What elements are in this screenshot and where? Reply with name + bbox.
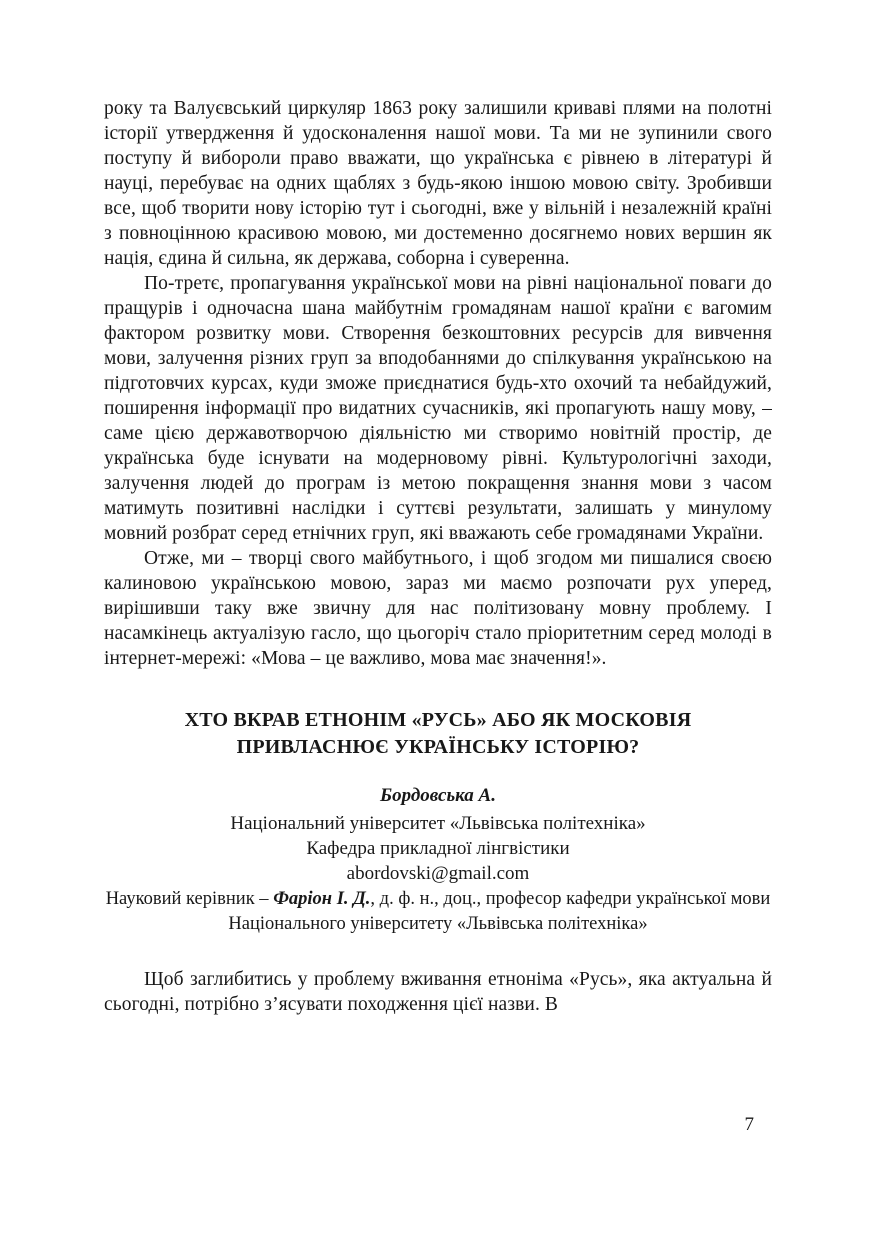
supervisor-line — [104, 887, 772, 937]
author-block — [104, 783, 772, 937]
page-content — [104, 96, 772, 1017]
paragraph-thirdly: По-третє, пропагування української мови на рівні національної поваги до пращурів і одночасна шана майбутнім громадянам нашої країни є вагомим фактором розвитку мови. Створення безкоштовних ресурсів для вивчення мови, залучення різних груп за вподобаннями до спілкування українською на підготовчих курсах, куди зможе приєднатися будь-хто охочий та небайдужий, поширення інформації про видатних сучасників, які пропагують нашу мову, – саме цією державотворчою діяльністю ми створимо новітній простір, де українська буде існувати на модерновому рівні. Культурологічні заходи, залучення людей до програм із метою покращення знання мови з часом матимуть позитивні наслідки і суттєві результати, залишать у минулому мовний розбрат серед етнічних груп, які вважають себе громадянами України. — [104, 273, 772, 544]
author-department: Кафедра прикладної лінгвістики — [306, 838, 570, 859]
author-affiliation: Національний університет «Львівська політехніка» — [230, 813, 646, 834]
paragraph-conclusion: Отже, ми – творці свого майбутнього, і щоб згодом ми пишалися своєю калиновою українською мовою, зараз ми маємо розпочати рух уперед, вирішивши таку вже звичну для нас політизовану мовну проблему. І насамкінець актуалізую гасло, що цьогоріч стало пріоритетним серед молоді в інтернет-мережі: «Мова – це важливо, мова має значення!». — [104, 548, 772, 669]
paragraph-new-section-intro: Щоб заглибитись у проблему вживання етноніма «Русь», яка актуальна й сьогодні, потрібно з’ясувати походження цієї назви. В — [104, 969, 772, 1015]
page-number: 7 — [744, 1114, 754, 1135]
author-email: abordovski@gmail.com — [346, 863, 530, 884]
supervisor-name: Фаріон І. Д. — [273, 889, 371, 909]
author-name: Бордовська А. — [380, 785, 496, 806]
paragraph-continuation: року та Валуєвський циркуляр 1863 року залишили криваві плями на полотні історії утвердження й удосконалення нашої мови. Та ми не зупинили свого поступу й вибороли право вважати, що українська є рівнею в літературі й науці, перебуває на одних щаблях з будь-якою іншою мовою світу. Зробивши все, щоб творити нову історію тут і сьогодні, вже у вільній і незалежній країні з повноцінною красивою мовою, ми достеменно досягнемо нових вершин як нація, єдина й сильна, як держава, соборна і суверенна. — [104, 98, 772, 269]
section-heading — [104, 707, 772, 761]
section-heading-line2: ПРИВЛАСНЮЄ УКРАЇНСЬКУ ІСТОРІЮ? — [236, 736, 640, 758]
section-heading-line1: ХТО ВКРАВ ЕТНОНІМ «РУСЬ» АБО ЯК МОСКОВІЯ — [184, 709, 692, 731]
supervisor-prefix: Науковий керівник – — [105, 889, 274, 909]
supervisor-titles: , д. ф. н., доц., професор кафедри української мови Національного університету «Львівська політехніка» — [228, 889, 771, 934]
